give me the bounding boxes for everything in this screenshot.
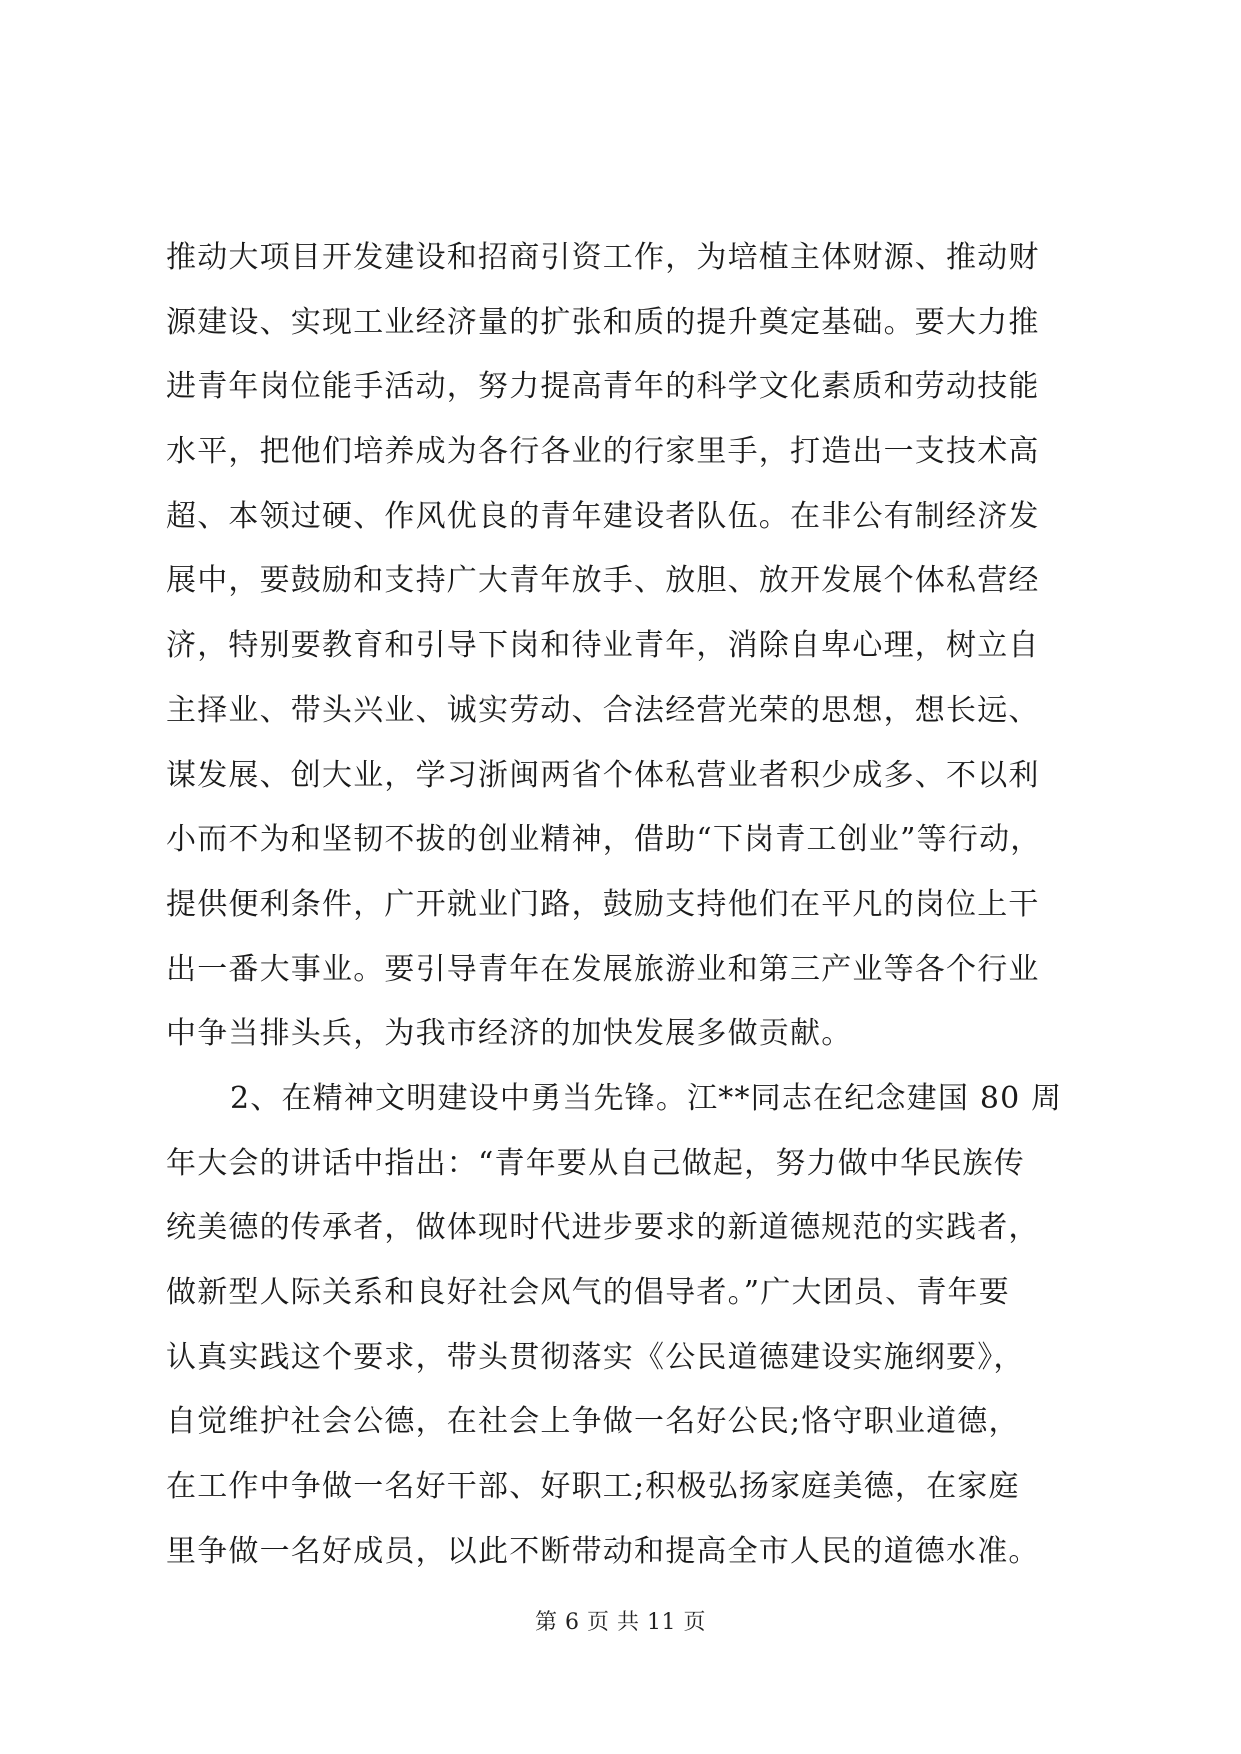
paragraph-start-line: 2、在精神文明建设中勇当先锋。江**同志在纪念建国 80 周 xyxy=(230,1080,1063,1116)
text-line: 提供便利条件，广开就业门路，鼓励支持他们在平凡的岗位上干 xyxy=(166,886,1040,922)
text-line: 小而不为和坚韧不拔的创业精神，借助“下岗青工创业”等行动， xyxy=(166,822,1042,858)
text-line: 水平，把他们培养成为各行各业的行家里手，打造出一支技术高 xyxy=(166,434,1040,470)
text-line: 做新型人际关系和良好社会风气的倡导者。”广大团员、青年要 xyxy=(166,1275,1010,1310)
page-number-footer: 第 6 页 共 11 页 xyxy=(535,1610,706,1635)
text-line: 谋发展、创大业，学习浙闽两省个体私营业者积少成多、不以利 xyxy=(166,757,1040,793)
text-line: 在工作中争做一名好干部、好职工;积极弘扬家庭美德，在家庭 xyxy=(166,1469,1020,1505)
text-line: 统美德的传承者，做体现时代进步要求的新道德规范的实践者， xyxy=(166,1210,1040,1246)
text-line: 进青年岗位能手活动，努力提高青年的科学文化素质和劳动技能 xyxy=(166,369,1040,405)
text-line: 超、本领过硬、作风优良的青年建设者队伍。在非公有制经济发 xyxy=(166,498,1040,534)
text-line: 认真实践这个要求，带头贯彻落实《公民道德建设实施纲要》， xyxy=(166,1339,1025,1375)
text-line: 出一番大事业。要引导青年在发展旅游业和第三产业等各个行业 xyxy=(166,951,1040,987)
text-line: 里争做一名好成员，以此不断带动和提高全市人民的道德水准。 xyxy=(166,1533,1040,1569)
text-line: 年大会的讲话中指出：“青年要从自己做起，努力做中华民族传 xyxy=(166,1145,1025,1181)
text-line: 中争当排头兵，为我市经济的加快发展多做贡献。 xyxy=(166,1016,853,1052)
text-line: 展中，要鼓励和支持广大青年放手、放胆、放开发展个体私营经 xyxy=(166,563,1040,599)
text-line: 源建设、实现工业经济量的扩张和质的提升奠定基础。要大力推 xyxy=(166,304,1040,340)
text-line: 推动大项目开发建设和招商引资工作，为培植主体财源、推动财 xyxy=(166,240,1040,275)
text-line: 主择业、带头兴业、诚实劳动、合法经营光荣的思想，想长远、 xyxy=(166,692,1040,728)
document-body xyxy=(166,226,1086,1584)
text-line: 自觉维护社会公德，在社会上争做一名好公民;恪守职业道德， xyxy=(166,1404,1020,1440)
text-line: 济，特别要教育和引导下岗和待业青年，消除自卑心理，树立自 xyxy=(166,628,1040,664)
